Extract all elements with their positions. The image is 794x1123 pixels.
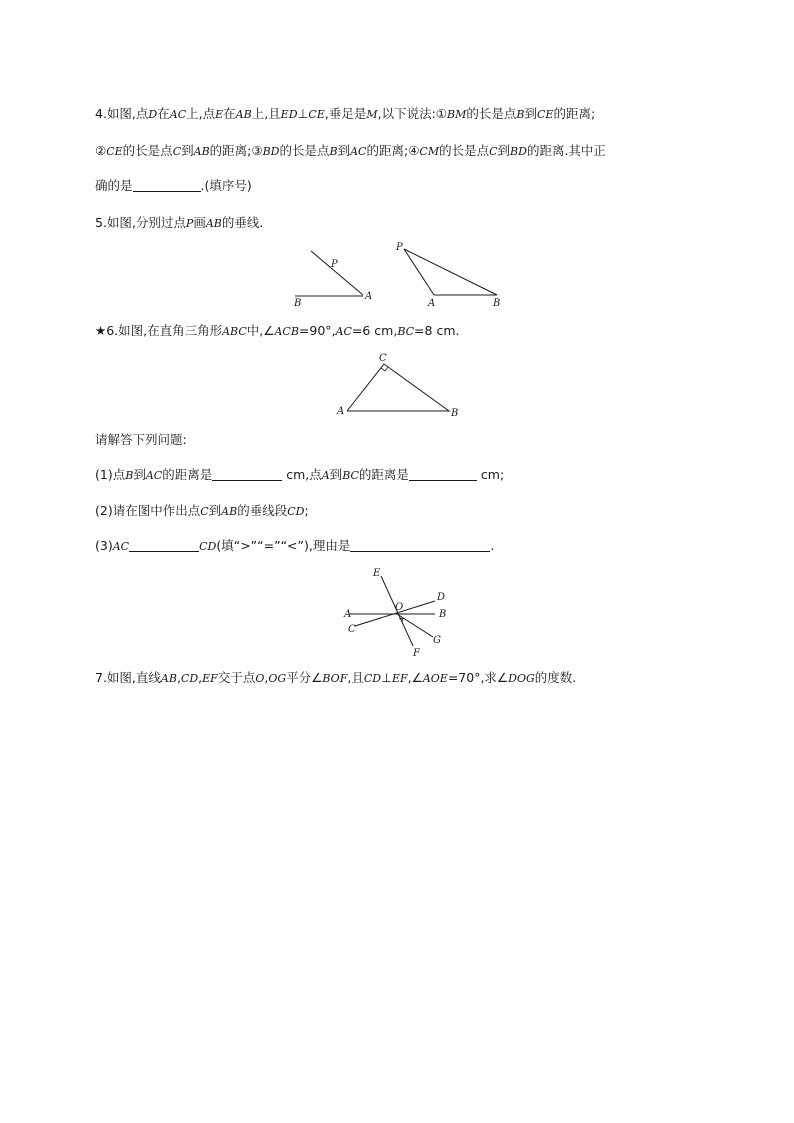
- label-b: B: [294, 298, 302, 309]
- label-e: E: [373, 568, 381, 579]
- label-o: O: [395, 602, 404, 613]
- label-g: G: [433, 635, 441, 646]
- ray-og: [397, 614, 433, 637]
- q7-lines-figure: [335, 563, 465, 663]
- q5-figure-1: [285, 245, 385, 310]
- q4-line-2: ②CE的长是点C到AB的距离;③BD的长是点B到AC的距离;④CM的长是点C到BD的距离.其中正: [95, 143, 606, 158]
- q6-triangle-figure: [335, 350, 465, 420]
- reason-blank[interactable]: [350, 539, 490, 552]
- label-c: C: [379, 353, 387, 364]
- q4-line-1: 4.如图,点D在AC上,点E在AB上,且ED⊥CE,垂足是M,以下说法:①BM的长是点B到CE的距离;: [95, 106, 596, 121]
- label-f: F: [413, 648, 420, 659]
- triangle-abc: [347, 364, 449, 411]
- label-a: A: [365, 291, 373, 302]
- q5-line-1: 5.如图,分别过点P画AB的垂线.: [95, 215, 264, 230]
- distance-a-to-bc-blank[interactable]: [409, 468, 477, 481]
- comparison-blank[interactable]: [129, 539, 199, 552]
- q6-prompt: 请解答下列问题:: [95, 432, 187, 447]
- q5-fig1-ray-pa: [311, 251, 363, 295]
- q5-fig2-triangle: [404, 249, 497, 295]
- q4-answer-blank[interactable]: [133, 179, 201, 192]
- label-a: A: [428, 298, 436, 309]
- q6-line-1: ★6.如图,在直角三角形ABC中,∠ACB=90°,AC=6 cm,BC=8 cm.: [95, 323, 460, 338]
- q6-part-2: (2)请在图中作出点C到AB的垂线段CD;: [95, 503, 309, 518]
- right-angle-mark: [381, 367, 388, 371]
- q7-line-1: 7.如图,直线AB,CD,EF交于点O,OG平分∠BOF,且CD⊥EF,∠AOE=70°,求∠DOG的度数.: [95, 670, 577, 685]
- label-p: P: [331, 259, 338, 270]
- label-p: P: [396, 242, 403, 253]
- label-c: C: [348, 624, 356, 635]
- label-b: B: [451, 408, 459, 419]
- q4-line-3: 确的是 .(填序号): [95, 178, 252, 193]
- label-d: D: [437, 592, 446, 603]
- label-b: B: [439, 609, 447, 620]
- q6-part-1: (1)点B到AC的距离是 cm,点A到BC的距离是 cm;: [95, 467, 505, 482]
- label-a: A: [344, 609, 352, 620]
- label-a: A: [337, 406, 345, 417]
- distance-b-to-ac-blank[interactable]: [212, 468, 282, 481]
- q5-figure-2: [392, 240, 512, 312]
- label-b: B: [493, 298, 501, 309]
- q6-part-3: (3)AC CD(填“>”“=”“<”),理由是 .: [95, 538, 495, 553]
